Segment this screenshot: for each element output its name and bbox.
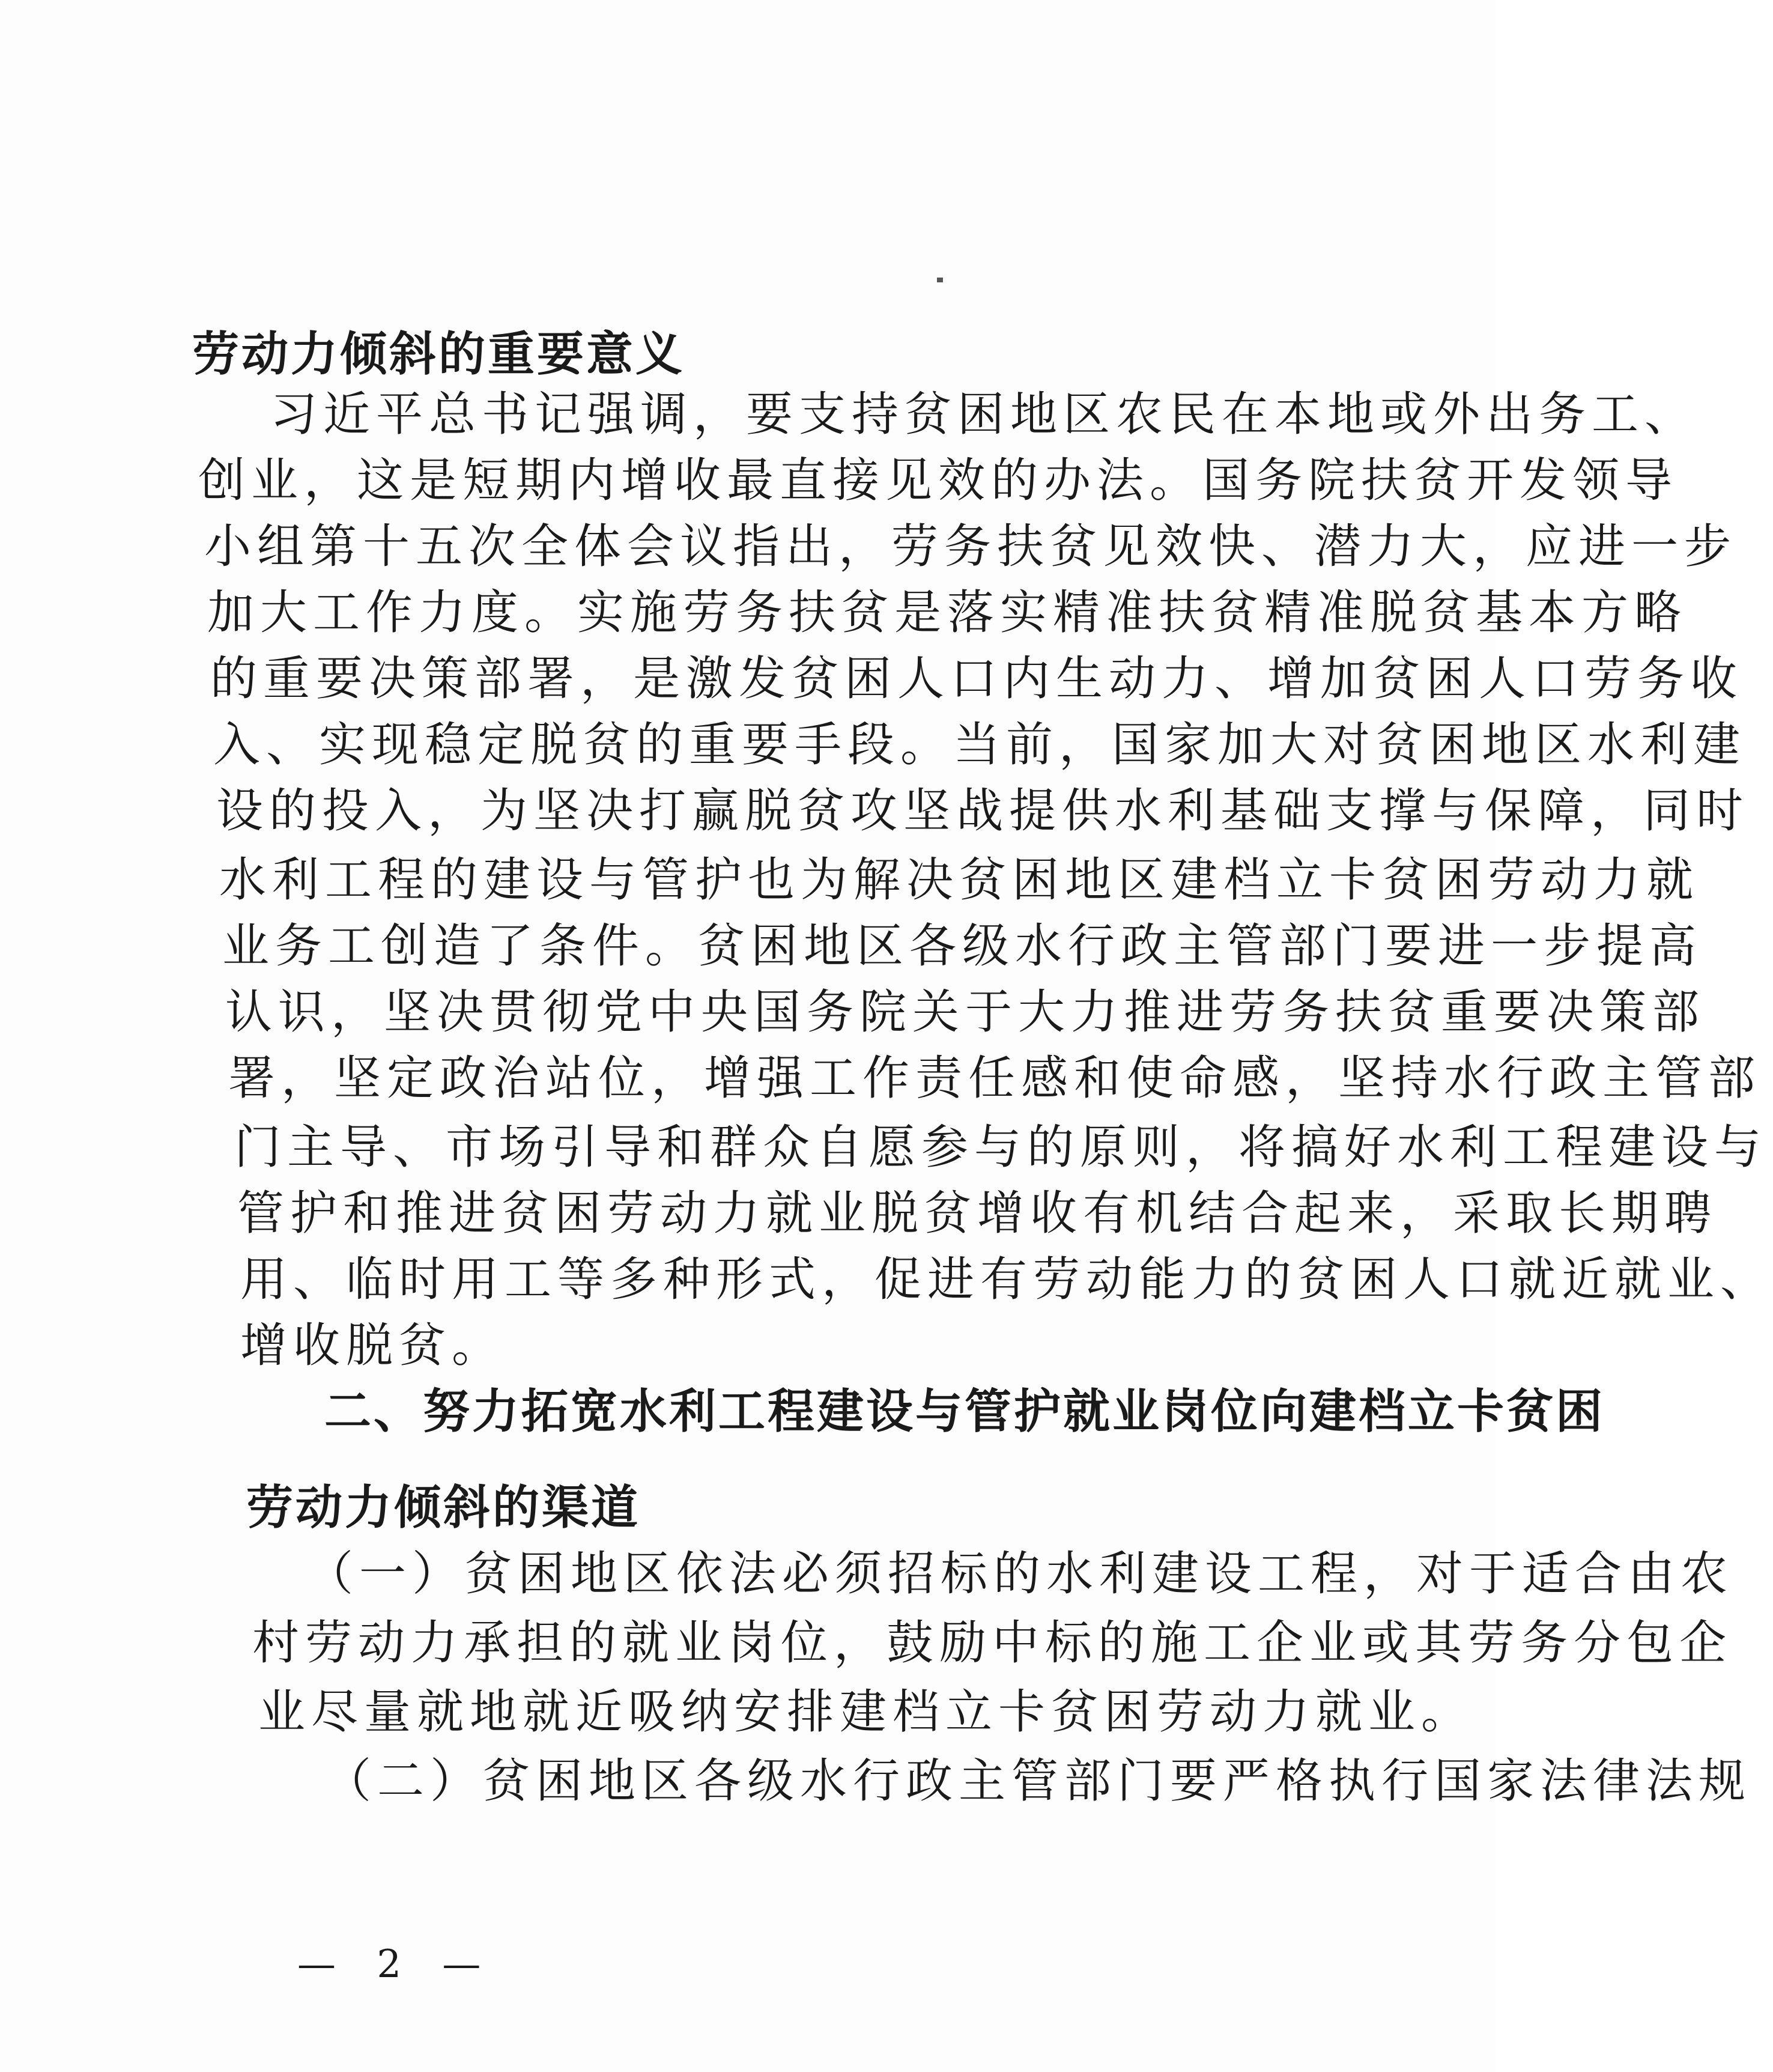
paragraph-line: 门主导、市场引导和群众自愿参与的原则，将搞好水利工程建设与 [234, 1120, 1768, 1174]
scan-speck [937, 278, 943, 282]
paragraph-line: 管护和推进贫困劳动力就业脱贫增收有机结合起来，采取长期聘 [237, 1186, 1718, 1241]
paragraph-line: 小组第十五次全体会议指出，劳务扶贫见效快、潜力大，应进一步 [204, 520, 1738, 574]
paragraph-line: 署，坚定政治站位，增强工作责任感和使命感，坚持水行政主管部 [228, 1051, 1762, 1105]
paragraph-line: 设的投入，为坚决打赢脱贫攻坚战提供水利基础支撑与保障，同时 [216, 784, 1750, 838]
page-number: — 2 — [297, 1942, 496, 1987]
paragraph-line: 认识，坚决贯彻党中央国务院关于大力推进劳务扶贫重要决策部 [225, 985, 1706, 1039]
paragraph-line: （二）贫困地区各级水行政主管部门要严格执行国家法律法规 [324, 1754, 1752, 1808]
section-heading: 二、努力拓宽水利工程建设与管护就业岗位向建档立卡贫困 [324, 1385, 1605, 1439]
paragraph-line: 加大工作力度。实施劳务扶贫是落实精准扶贫精准脱贫基本方略 [207, 586, 1688, 640]
paragraph-line: 村劳动力承担的就业岗位，鼓励中标的施工企业或其劳务分包企 [252, 1616, 1733, 1670]
paragraph-line: 业务工创造了条件。贫困地区各级水行政主管部门要进一步提高 [222, 919, 1703, 973]
paragraph-line: 创业，这是短期内增收最直接见效的办法。国务院扶贫开发领导 [198, 454, 1679, 508]
paragraph-line: 增收脱贫。 [240, 1319, 505, 1373]
paragraph-line: 入、实现稳定脱贫的重要手段。当前，国家加大对贫困地区水利建 [213, 718, 1747, 772]
section-heading-continued: 劳动力倾斜的重要意义 [192, 327, 685, 381]
section-heading: 劳动力倾斜的渠道 [246, 1481, 641, 1535]
paragraph-line: 业尽量就地就近吸纳安排建档立卡贫困劳动力就业。 [258, 1685, 1474, 1739]
paragraph-line: 的重要决策部署，是激发贫困人口内生动力、增加贫困人口劳务收 [210, 652, 1744, 706]
paragraph-line: （一）贫困地区依法必须招标的水利建设工程，对于适合由农 [306, 1547, 1734, 1601]
paragraph-line: 水利工程的建设与管护也为解决贫困地区建档立卡贫困劳动力就 [219, 853, 1700, 907]
paragraph-line: 习近平总书记强调，要支持贫困地区农民在本地或外出务工、 [270, 387, 1698, 442]
paragraph-line: 用、临时用工等多种形式，促进有劳动能力的贫困人口就近就业、 [240, 1253, 1773, 1307]
